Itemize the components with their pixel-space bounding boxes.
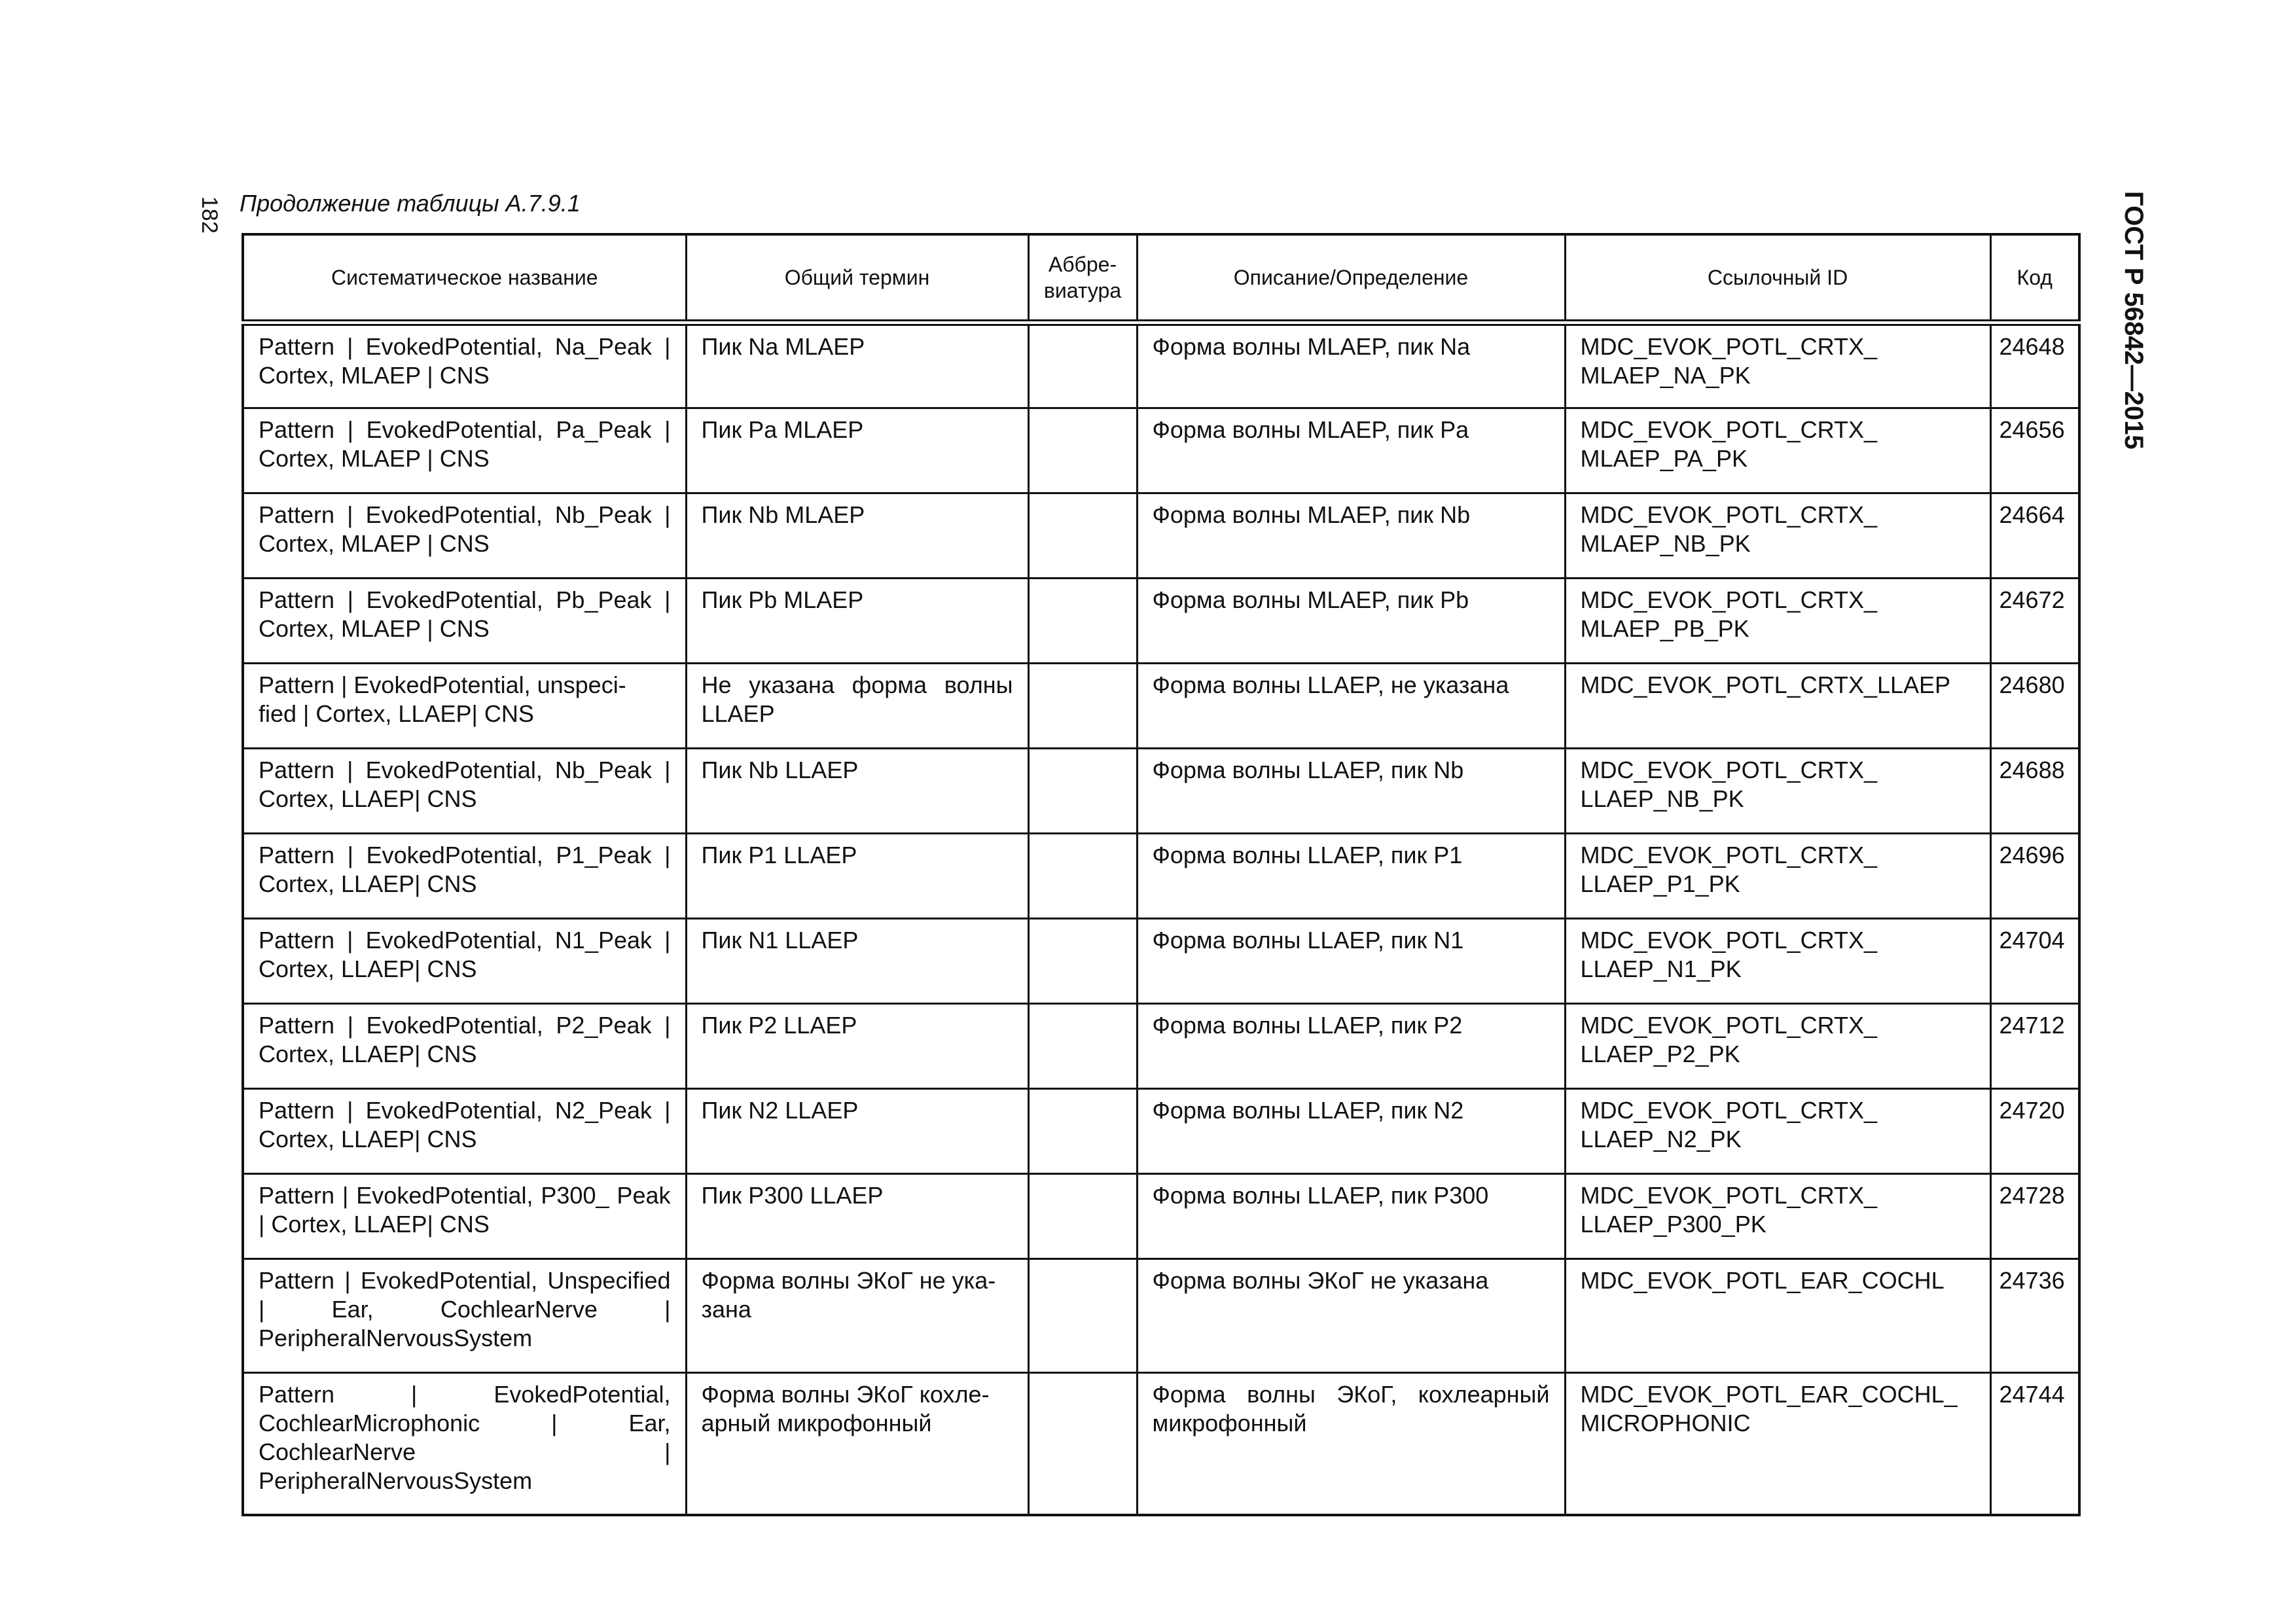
cell-reference-id: MDC_EVOK_POTL_CRTX_ MLAEP_PB_PK <box>1565 578 1990 663</box>
cell-reference-id: MDC_EVOK_POTL_CRTX_ LLAEP_NB_PK <box>1565 748 1990 833</box>
cell-code: 24744 <box>1990 1372 2079 1515</box>
cell-systematic-name: Pattern | EvokedPotential, P300_ Peak | Cortex, LLAEP| CNS <box>243 1173 686 1258</box>
table-row <box>243 1003 2079 1088</box>
cell-abbreviation <box>1028 493 1137 578</box>
cell-code: 24672 <box>1990 578 2079 663</box>
table-header <box>243 234 2079 323</box>
cell-systematic-name: Pattern | EvokedPotential, N1_Peak | Cortex, LLAEP| CNS <box>243 918 686 1003</box>
header-abbreviation: Аббре- виатура <box>1028 234 1137 323</box>
cell-reference-id: MDC_EVOK_POTL_CRTX_ MLAEP_NA_PK <box>1565 323 1990 408</box>
terms-table <box>242 233 2081 1516</box>
cell-systematic-name: Pattern | EvokedPotential, CochlearMicrophonic | Ear, CochlearNerve | PeripheralNervousSystem <box>243 1372 686 1515</box>
cell-systematic-name: Pattern | EvokedPotential, Nb_Peak | Cortex, LLAEP| CNS <box>243 748 686 833</box>
cell-abbreviation <box>1028 1372 1137 1515</box>
cell-description: Форма волны MLAEP, пик Pa <box>1137 408 1565 493</box>
cell-reference-id: MDC_EVOK_POTL_CRTX_ LLAEP_P300_PK <box>1565 1173 1990 1258</box>
header-reference-id: Ссылочный ID <box>1565 234 1990 323</box>
cell-description: Форма волны ЭКоГ, кохлеарный микрофонный <box>1137 1372 1565 1515</box>
cell-common-term: Пик P2 LLAEP <box>686 1003 1028 1088</box>
table-row <box>243 578 2079 663</box>
cell-common-term: Пик Na MLAEP <box>686 323 1028 408</box>
cell-reference-id: MDC_EVOK_POTL_CRTX_ LLAEP_P1_PK <box>1565 833 1990 918</box>
table-row <box>243 1088 2079 1173</box>
cell-common-term: Форма волны ЭКоГ кохле- арный микрофонный <box>686 1372 1028 1515</box>
cell-code: 24648 <box>1990 323 2079 408</box>
cell-description: Форма волны ЭКоГ не указана <box>1137 1258 1565 1372</box>
cell-code: 24704 <box>1990 918 2079 1003</box>
cell-abbreviation <box>1028 663 1137 748</box>
cell-systematic-name: Pattern | EvokedPotential, Pa_Peak | Cortex, MLAEP | CNS <box>243 408 686 493</box>
cell-common-term: Пик P1 LLAEP <box>686 833 1028 918</box>
cell-abbreviation <box>1028 833 1137 918</box>
cell-description: Форма волны LLAEP, пик Nb <box>1137 748 1565 833</box>
cell-common-term: Пик N1 LLAEP <box>686 918 1028 1003</box>
cell-description: Форма волны LLAEP, пик P300 <box>1137 1173 1565 1258</box>
cell-reference-id: MDC_EVOK_POTL_CRTX_ MLAEP_NB_PK <box>1565 493 1990 578</box>
table-row <box>243 1173 2079 1258</box>
cell-abbreviation <box>1028 1003 1137 1088</box>
table-row <box>243 833 2079 918</box>
cell-common-term: Пик Pb MLAEP <box>686 578 1028 663</box>
cell-code: 24688 <box>1990 748 2079 833</box>
cell-abbreviation <box>1028 323 1137 408</box>
table-row <box>243 663 2079 748</box>
cell-common-term: Форма волны ЭКоГ не ука- зана <box>686 1258 1028 1372</box>
cell-systematic-name: Pattern | EvokedPotential, P1_Peak | Cortex, LLAEP| CNS <box>243 833 686 918</box>
header-systematic-name: Систематическое название <box>243 234 686 323</box>
table-row <box>243 1258 2079 1372</box>
cell-reference-id: MDC_EVOK_POTL_EAR_COCHL_ MICROPHONIC <box>1565 1372 1990 1515</box>
cell-systematic-name: Pattern | EvokedPotential, N2_Peak | Cortex, LLAEP| CNS <box>243 1088 686 1173</box>
cell-abbreviation <box>1028 578 1137 663</box>
cell-description: Форма волны MLAEP, пик Nb <box>1137 493 1565 578</box>
cell-description: Форма волны LLAEP, пик N2 <box>1137 1088 1565 1173</box>
cell-systematic-name: Pattern | EvokedPotential, Nb_Peak | Cortex, MLAEP | CNS <box>243 493 686 578</box>
table-row <box>243 493 2079 578</box>
cell-code: 24680 <box>1990 663 2079 748</box>
cell-abbreviation <box>1028 918 1137 1003</box>
cell-common-term: Пик Nb MLAEP <box>686 493 1028 578</box>
cell-common-term: Пик Nb LLAEP <box>686 748 1028 833</box>
cell-description: Форма волны LLAEP, пик N1 <box>1137 918 1565 1003</box>
table-row <box>243 408 2079 493</box>
header-code: Код <box>1990 234 2079 323</box>
table-row <box>243 748 2079 833</box>
cell-reference-id: MDC_EVOK_POTL_EAR_COCHL <box>1565 1258 1990 1372</box>
cell-common-term: Не указана форма волны LLAEP <box>686 663 1028 748</box>
cell-common-term: Пик N2 LLAEP <box>686 1088 1028 1173</box>
cell-abbreviation <box>1028 1088 1137 1173</box>
cell-reference-id: MDC_EVOK_POTL_CRTX_ MLAEP_PA_PK <box>1565 408 1990 493</box>
table-row <box>243 323 2079 408</box>
cell-description: Форма волны LLAEP, не указана <box>1137 663 1565 748</box>
cell-code: 24696 <box>1990 833 2079 918</box>
cell-reference-id: MDC_EVOK_POTL_CRTX_LLAEP <box>1565 663 1990 748</box>
cell-systematic-name: Pattern | EvokedPotential, unspeci- fied | Cortex, LLAEP| CNS <box>243 663 686 748</box>
cell-code: 24656 <box>1990 408 2079 493</box>
cell-common-term: Пик Pa MLAEP <box>686 408 1028 493</box>
cell-systematic-name: Pattern | EvokedPotential, Pb_Peak | Cortex, MLAEP | CNS <box>243 578 686 663</box>
page-number: 182 <box>197 196 222 234</box>
cell-code: 24712 <box>1990 1003 2079 1088</box>
header-row <box>243 234 2079 323</box>
table-caption: Продолжение таблицы А.7.9.1 <box>240 190 581 217</box>
header-description: Описание/Определение <box>1137 234 1565 323</box>
cell-reference-id: MDC_EVOK_POTL_CRTX_ LLAEP_P2_PK <box>1565 1003 1990 1088</box>
header-common-term: Общий термин <box>686 234 1028 323</box>
cell-description: Форма волны LLAEP, пик P1 <box>1137 833 1565 918</box>
cell-common-term: Пик P300 LLAEP <box>686 1173 1028 1258</box>
cell-abbreviation <box>1028 1173 1137 1258</box>
cell-abbreviation <box>1028 1258 1137 1372</box>
cell-reference-id: MDC_EVOK_POTL_CRTX_ LLAEP_N1_PK <box>1565 918 1990 1003</box>
table-row <box>243 1372 2079 1515</box>
standard-designation: ГОСТ Р 56842—2015 <box>2119 191 2148 450</box>
cell-code: 24720 <box>1990 1088 2079 1173</box>
cell-code: 24664 <box>1990 493 2079 578</box>
cell-description: Форма волны MLAEP, пик Pb <box>1137 578 1565 663</box>
cell-abbreviation <box>1028 408 1137 493</box>
table-body <box>243 323 2079 1515</box>
cell-abbreviation <box>1028 748 1137 833</box>
cell-systematic-name: Pattern | EvokedPotential, Na_Peak | Cortex, MLAEP | CNS <box>243 323 686 408</box>
cell-description: Форма волны LLAEP, пик P2 <box>1137 1003 1565 1088</box>
cell-systematic-name: Pattern | EvokedPotential, Unspecified | Ear, CochlearNerve | PeripheralNervousSystem <box>243 1258 686 1372</box>
cell-code: 24728 <box>1990 1173 2079 1258</box>
cell-code: 24736 <box>1990 1258 2079 1372</box>
cell-description: Форма волны MLAEP, пик Na <box>1137 323 1565 408</box>
cell-reference-id: MDC_EVOK_POTL_CRTX_ LLAEP_N2_PK <box>1565 1088 1990 1173</box>
cell-systematic-name: Pattern | EvokedPotential, P2_Peak | Cortex, LLAEP| CNS <box>243 1003 686 1088</box>
table-row <box>243 918 2079 1003</box>
